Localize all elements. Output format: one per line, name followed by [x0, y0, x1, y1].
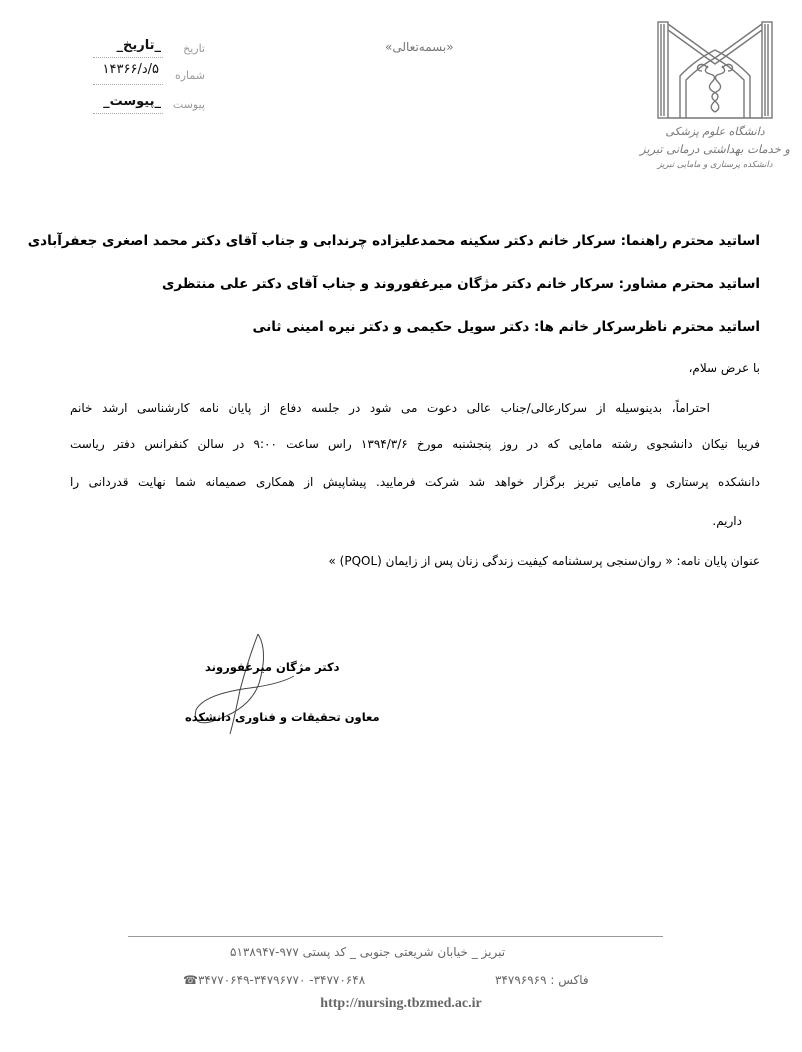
number-dotted-line — [93, 84, 163, 85]
footer-address: تبریز _ خیابان شریعتی جنوبی _ کد پستی ۹۷۷-۵۱۳۸۹۴۷ — [230, 945, 506, 959]
footer-divider — [128, 936, 663, 937]
logo-line-2: و خدمات بهداشتی درمانی تبریز — [640, 142, 790, 156]
attachment-label: پیوست — [172, 98, 205, 111]
date-field — [85, 38, 205, 60]
logo-line-3: دانشکده پرستاری و مامایی تبریز — [657, 160, 773, 170]
date-label: تاریخ — [183, 42, 205, 55]
date-dotted-line — [93, 57, 163, 58]
footer-phones — [183, 973, 365, 987]
footer-phone-numbers: ۳۴۷۷۰۶۴۸- ۳۴۷۷۰۶۴۹-۳۴۷۹۶۷۷۰ — [197, 973, 366, 987]
logo-line-1: دانشگاه علوم پزشکی — [665, 125, 765, 138]
number-label: شماره — [174, 69, 205, 82]
number-value: ۵/د/۱۴۳۶۶ — [102, 62, 159, 77]
body-line-1: احتراماً، بدینوسیله از سرکارعالی/جناب عالی دعوت می شود در جلسه دفاع از پایان نامه کارشناسی ارشد خانم — [70, 401, 710, 415]
signatory-title: معاون تحقیقات و فناوری دانشکده — [185, 710, 380, 724]
observers-line: اساتید محترم ناظرسرکار خانم ها: دکتر سویل حکیمی و دکتر نیره امینی ثانی — [252, 319, 760, 335]
signatory-name: دکتر مژگان میرغفوروند — [205, 660, 340, 674]
footer-fax: فاکس : ۳۴۷۹۶۹۶۹ — [495, 973, 589, 987]
greeting: با عرض سلام، — [688, 361, 760, 375]
date-value: _تاریخ_ — [116, 38, 161, 53]
university-logo — [640, 18, 790, 180]
body-line-3: دانشکده پرستاری و مامایی تبریز برگزار خواهد شد شرکت فرمایید. پیشاپیش از همکاری صمیمانه شما نهایت قدردانی را — [70, 475, 760, 489]
book-emblem-icon — [650, 18, 780, 123]
body-line-2: فریبا نیکان دانشجوی رشته مامایی که در روز پنجشنبه مورخ ۱۳۹۴/۳/۶ راس ساعت ۹:۰۰ در سالن کنفرانس دفتر ریاست — [70, 437, 760, 451]
thesis-title: عنوان پایان نامه: « روان‌سنجی پرسشنامه کیفیت زندگی زنان پس از زایمان (PQOL) » — [328, 554, 760, 568]
attachment-dotted-line — [93, 113, 163, 114]
attachment-value: _پیوست_ — [103, 94, 161, 109]
footer-website-link[interactable]: http://nursing.tbzmed.ac.ir — [320, 996, 482, 1011]
number-field — [85, 62, 205, 87]
advisors-line: اساتید محترم مشاور: سرکار خانم دکتر مژگان میرغفوروند و جناب آقای دکتر علی منتظری — [161, 276, 760, 292]
phone-icon: ☎ — [183, 973, 198, 987]
basmala: «بسمه‌تعالی» — [385, 40, 454, 54]
body-line-4: داریم. — [712, 514, 742, 528]
supervisors-line: اساتید محترم راهنما: سرکار خانم دکتر سکینه محمدعلیزاده چرندابی و جناب آقای دکتر محمد اصغری جعفرآبادی — [27, 233, 760, 249]
attachment-field — [85, 94, 205, 116]
